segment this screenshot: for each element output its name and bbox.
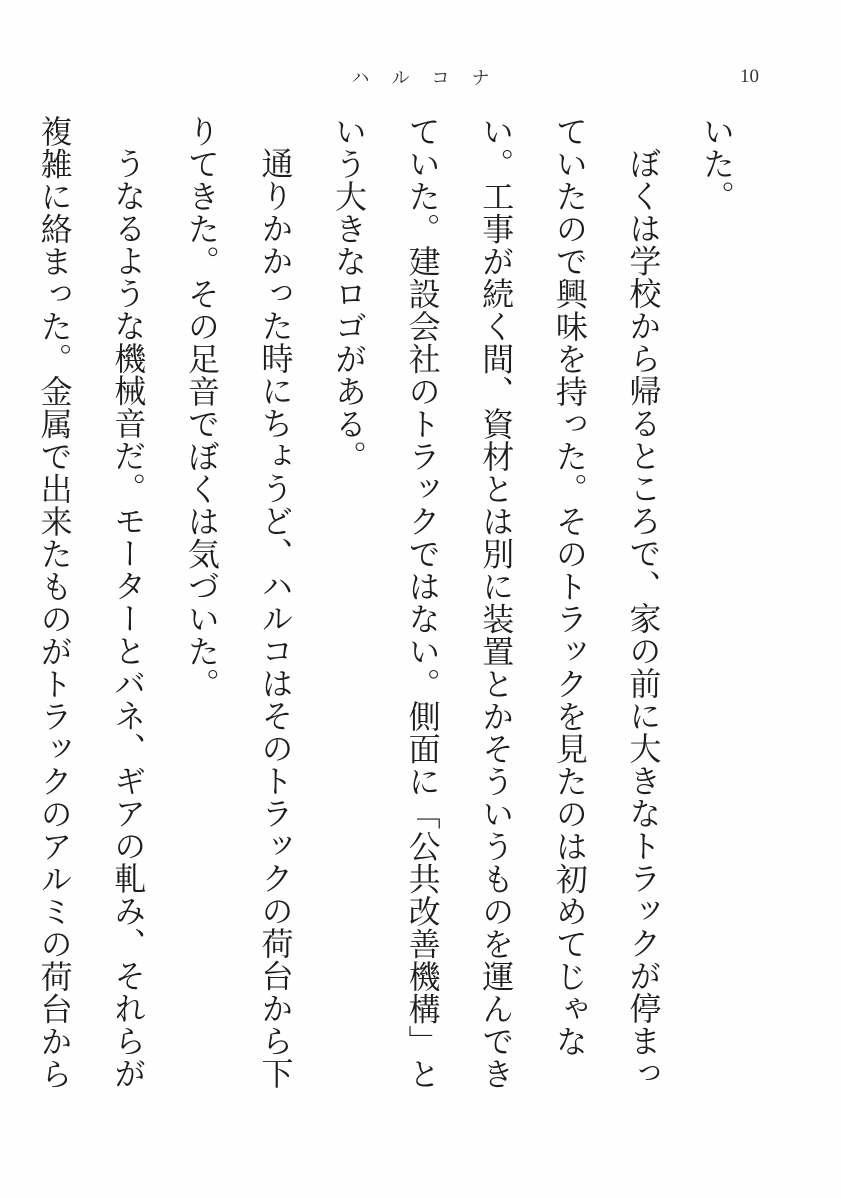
- paragraph: ぼくは学校から帰るところで、家の前に大きなトラックが停まっていたので興味を持った。そのトラックを見たのは初めてじゃない。工事が続く間、資材とは別に装置とかそういうものを運んできていた。建設会社のトラックではない。側面に「公共改善機構」という大きなロゴがある。: [330, 115, 663, 1090]
- paragraph: 通りかかった時にちょうど、ハルコはそのトラックの荷台から下りてきた。その足音でぼくは気づいた。: [182, 115, 295, 1090]
- running-title: ハルコナ: [351, 68, 512, 89]
- vertical-body-text: [35, 115, 753, 1115]
- page-number: 10: [740, 66, 759, 87]
- paragraph: うなるような機械音だ。モーターとバネ、ギアの軋み、それらが複雑に絡まった。金属で出来たものがトラックのアルミの荷台から: [35, 115, 148, 1090]
- paragraph: いた。: [698, 115, 736, 213]
